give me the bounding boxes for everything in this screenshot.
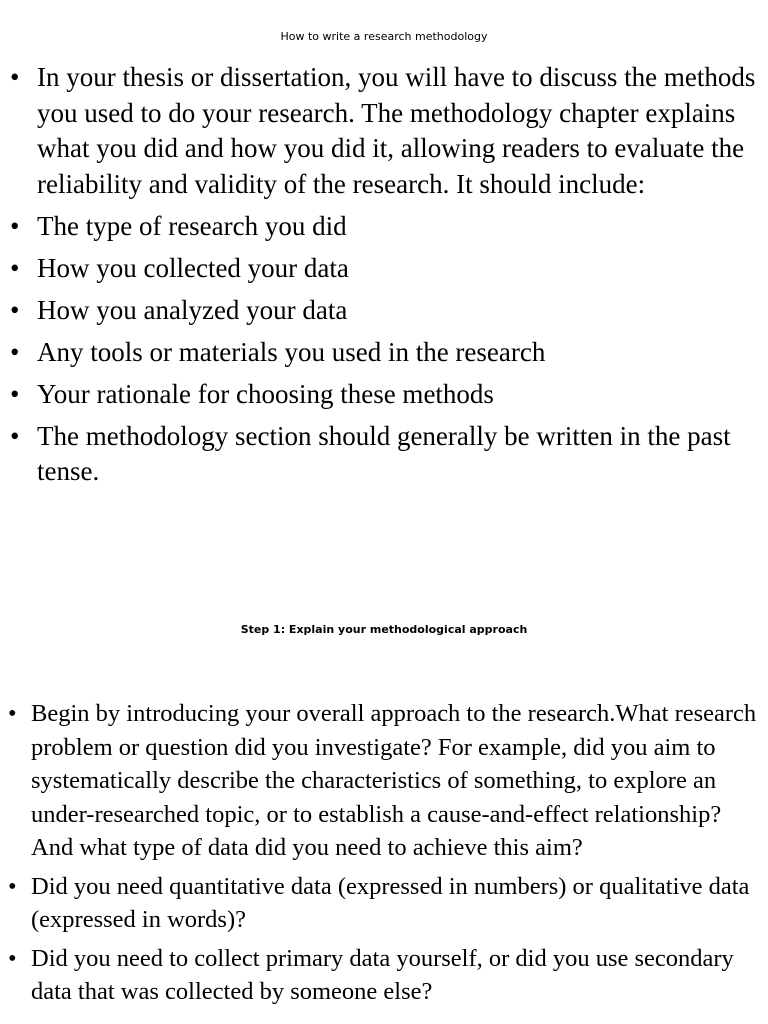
bullet-icon: • — [8, 944, 17, 972]
bullet-icon: • — [8, 872, 17, 900]
bullet-text: Your rationale for choosing these methods — [37, 378, 494, 409]
list-item — [8, 697, 761, 865]
list-item — [10, 335, 757, 371]
list-item — [10, 419, 757, 490]
bullet-text: Begin by introducing your overall approach to the research.What research problem or question did you investigate? For example, did you aim to systematically describe the characteristics of something, to explore an under-researched topic, or to establish a cause-and-effect relationship? And what type of data did you need to achieve this aim? — [31, 700, 757, 861]
bullet-text: Any tools or materials you used in the research — [37, 336, 546, 367]
bullet-icon: • — [10, 294, 20, 325]
bullet-text: Did you need quantitative data (expressed in numbers) or qualitative data (expressed in words)? — [31, 872, 750, 933]
bullet-icon: • — [10, 336, 20, 367]
bullet-text: The type of research you did — [37, 210, 347, 241]
bullet-text: How you analyzed your data — [37, 294, 348, 325]
list-item — [10, 293, 757, 329]
bullet-icon: • — [8, 700, 17, 727]
list-item — [10, 209, 757, 245]
bullet-text: How you collected your data — [37, 252, 349, 283]
list-item — [10, 377, 757, 413]
bullet-text: The methodology section should generally be written in the past tense. — [37, 420, 731, 486]
bullet-icon: • — [10, 378, 20, 409]
list-item — [10, 60, 757, 202]
list-item — [8, 870, 761, 937]
slide-title-step-1: Step 1: Explain your methodological approach — [240, 623, 528, 636]
bullet-icon: • — [10, 420, 20, 451]
bullet-icon: • — [10, 252, 20, 283]
slide-title-methodology: How to write a research methodology — [280, 30, 488, 43]
bullet-icon: • — [10, 210, 20, 241]
bullet-text: In your thesis or dissertation, you will have to discuss the methods you used to do your research. The methodology chapter explains what you did and how you did it, allowing readers to evaluate the reliability and validity of the research. It should include: — [37, 62, 756, 199]
bullet-text: Did you need to collect primary data yourself, or did you use secondary data that was collected by someone else? — [31, 944, 734, 1005]
list-item — [10, 251, 757, 287]
bullet-icon: • — [10, 62, 20, 92]
list-item — [8, 942, 761, 1009]
methodology-bullet-list — [10, 60, 757, 496]
step-1-bullet-list — [8, 697, 761, 1014]
